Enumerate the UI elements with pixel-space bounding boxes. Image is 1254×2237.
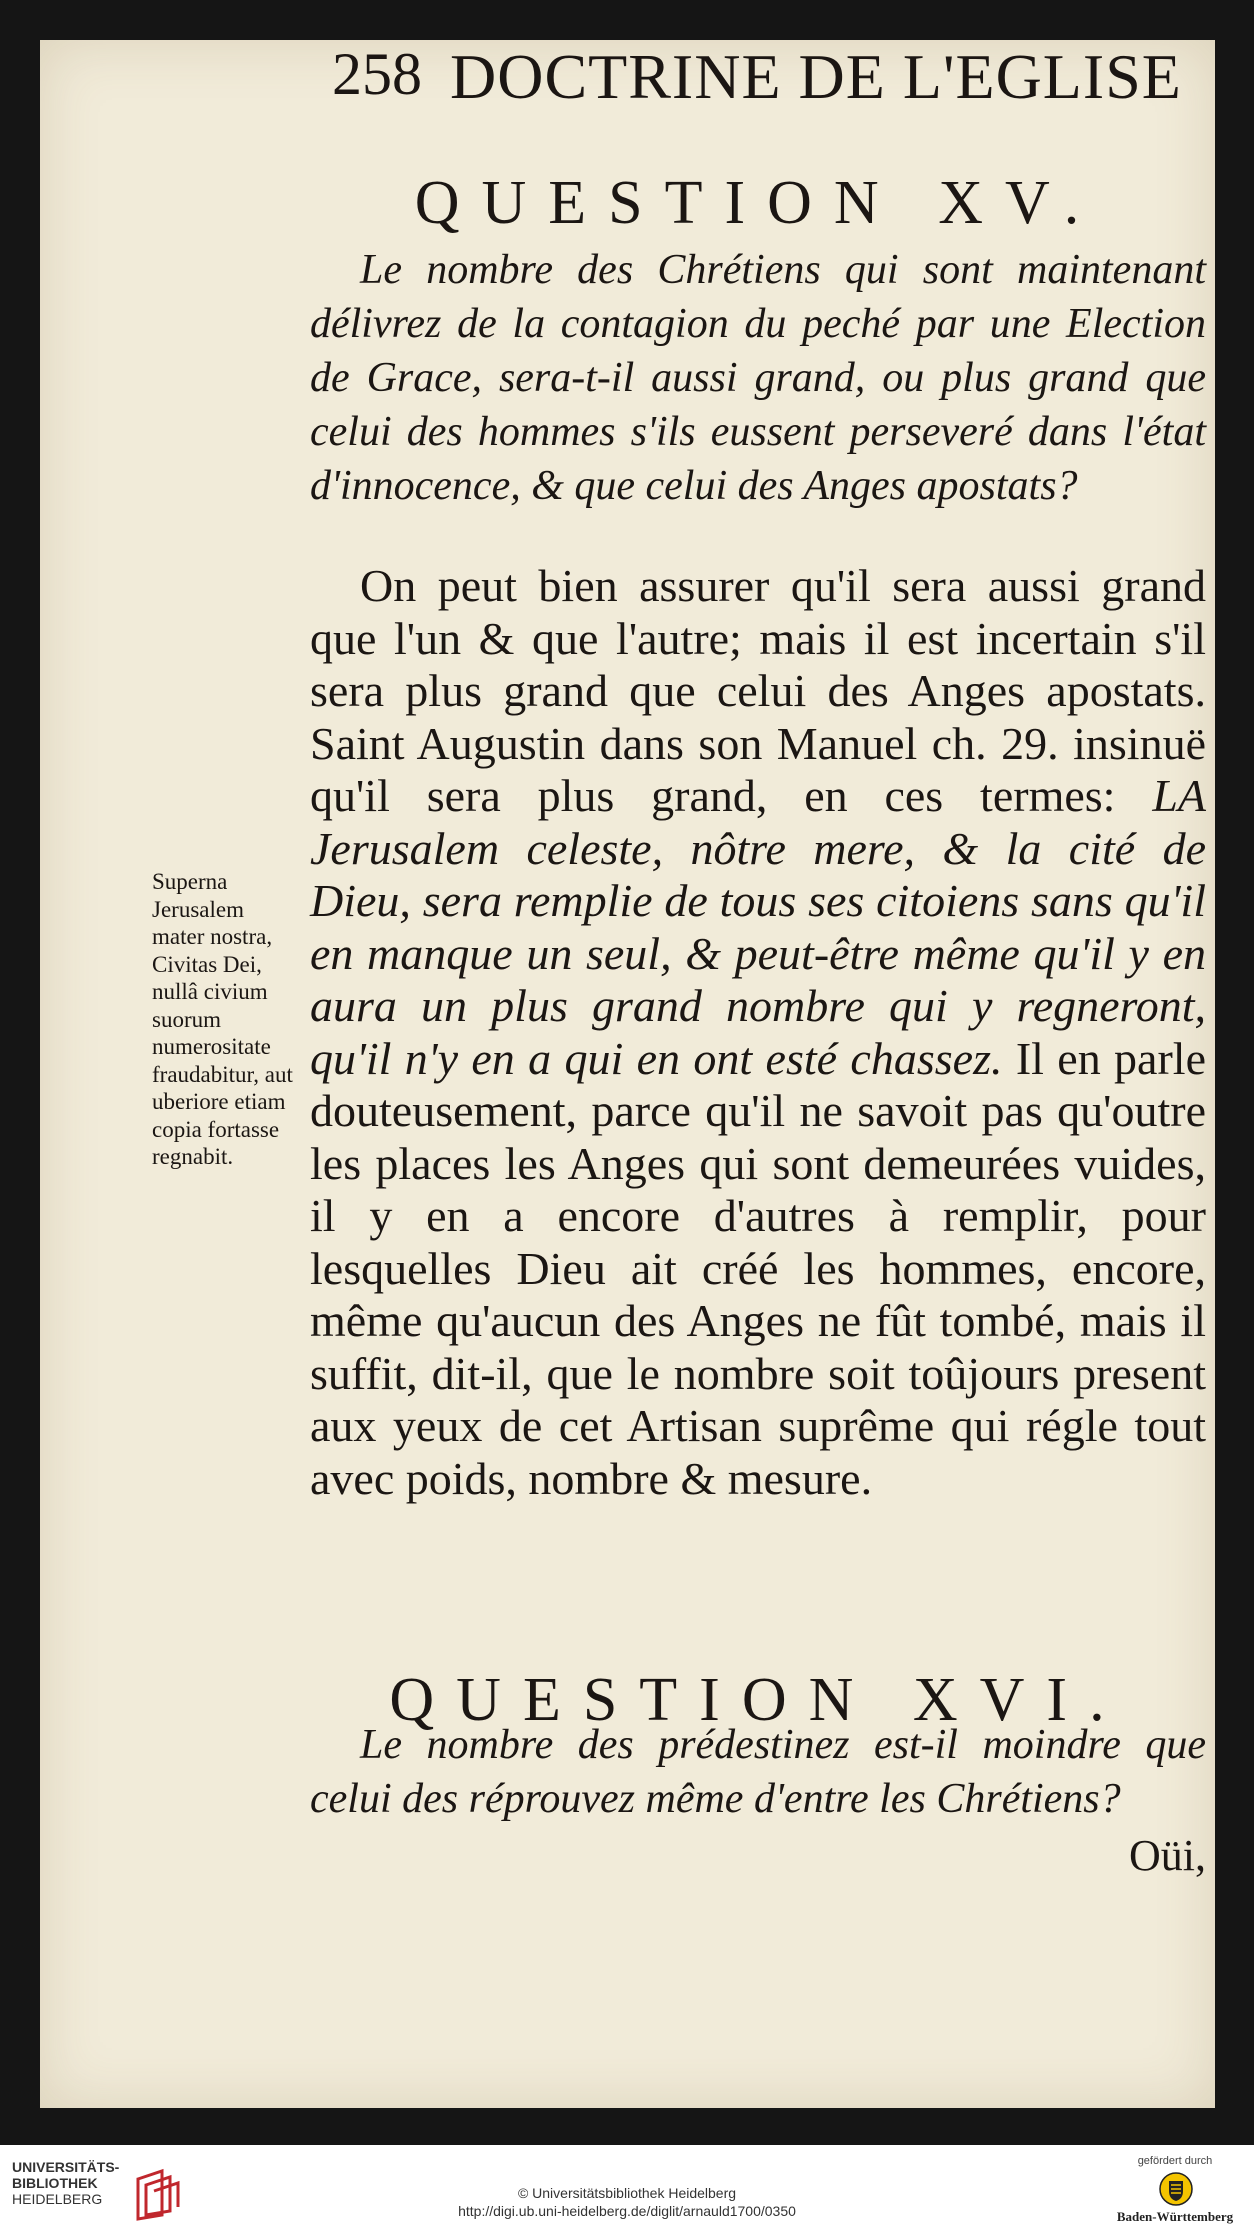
library-name-line2: BIBLIOTHEK — [12, 2175, 98, 2191]
question-15-title: QUESTION XV. — [414, 169, 1102, 237]
running-title: DOCTRINE DE L'EGLISE — [450, 41, 1182, 112]
copyright-notice: © Universitätsbibliothek Heidelberg — [517, 2185, 737, 2201]
question-16-title: QUESTION XVI. — [389, 1666, 1127, 1734]
state-crest-icon — [1158, 2171, 1194, 2207]
sponsor[interactable] — [1100, 2155, 1250, 2225]
question-16-text: Le nombre des prédestinez est-il moindre que celui des réprouvez même d'entre les Chrétiens? — [310, 1722, 1206, 1822]
margin-note-latin: Superna Jerusalem mater nostra, Civitas Dei, nullâ civium suorum numerositate fraudabitur, aut uberiore etiam copia fortasse regnabit. — [152, 869, 293, 1169]
sponsor-label: gefördert durch — [1137, 2155, 1213, 2167]
page-number: 258 — [332, 41, 422, 107]
sponsor-name: Baden-Württemberg — [1116, 2209, 1234, 2224]
catchword: Oüi, — [1129, 1831, 1206, 1880]
viewer-footer — [0, 2145, 1254, 2237]
question-15-answer — [310, 560, 1206, 1505]
library-name-line1: UNIVERSITÄTS- — [12, 2159, 120, 2175]
question-15-text: Le nombre des Chrétiens qui sont maintenant délivrez de la contagion du peché par une Election de Grace, sera-t-il aussi grand, ou plus grand que celui des hommes s'ils eussent perseveré dans l'état d'innocence, & que celui des Anges apostats? — [310, 247, 1206, 509]
answer-intro: On peut bien assurer qu'il sera aussi grand que l'un & que l'autre; mais il est incertain s'il sera plus grand que celui des Anges apostats. Saint Augustin dans son Manuel ch. 29. insinuë qu'il sera plus grand, en ces termes: — [310, 560, 1206, 821]
augustine-quote: LA Jerusalem celeste, nôtre mere, & la cité de Dieu, sera remplie de tous ses citoiens sans qu'il en manque un seul, & peut-être même qu'il y en aura un plus grand nombre qui y regneront, qu'il n'y en a qui en ont esté chassez. — [310, 770, 1206, 1084]
page-header — [300, 40, 1206, 120]
permalink-url[interactable]: http://digi.ub.uni-heidelberg.de/diglit/arnauld1700/0350 — [458, 2203, 796, 2219]
library-name-line3: HEIDELBERG — [12, 2191, 103, 2207]
answer-commentary: Il en parle douteusement, parce qu'il ne savoit pas qu'outre les places les Anges qui sont demeurées vuides, il y en a encore d'autres à remplir, pour lesquelles Dieu ait créé les hommes, encore, même qu'aucun des Anges ne fût tombé, mais il suffit, dit-il, que le nombre soit toûjours present aux yeux de cet Artisan suprême qui régle tout avec poids, nombre & mesure. — [310, 1032, 1206, 1504]
